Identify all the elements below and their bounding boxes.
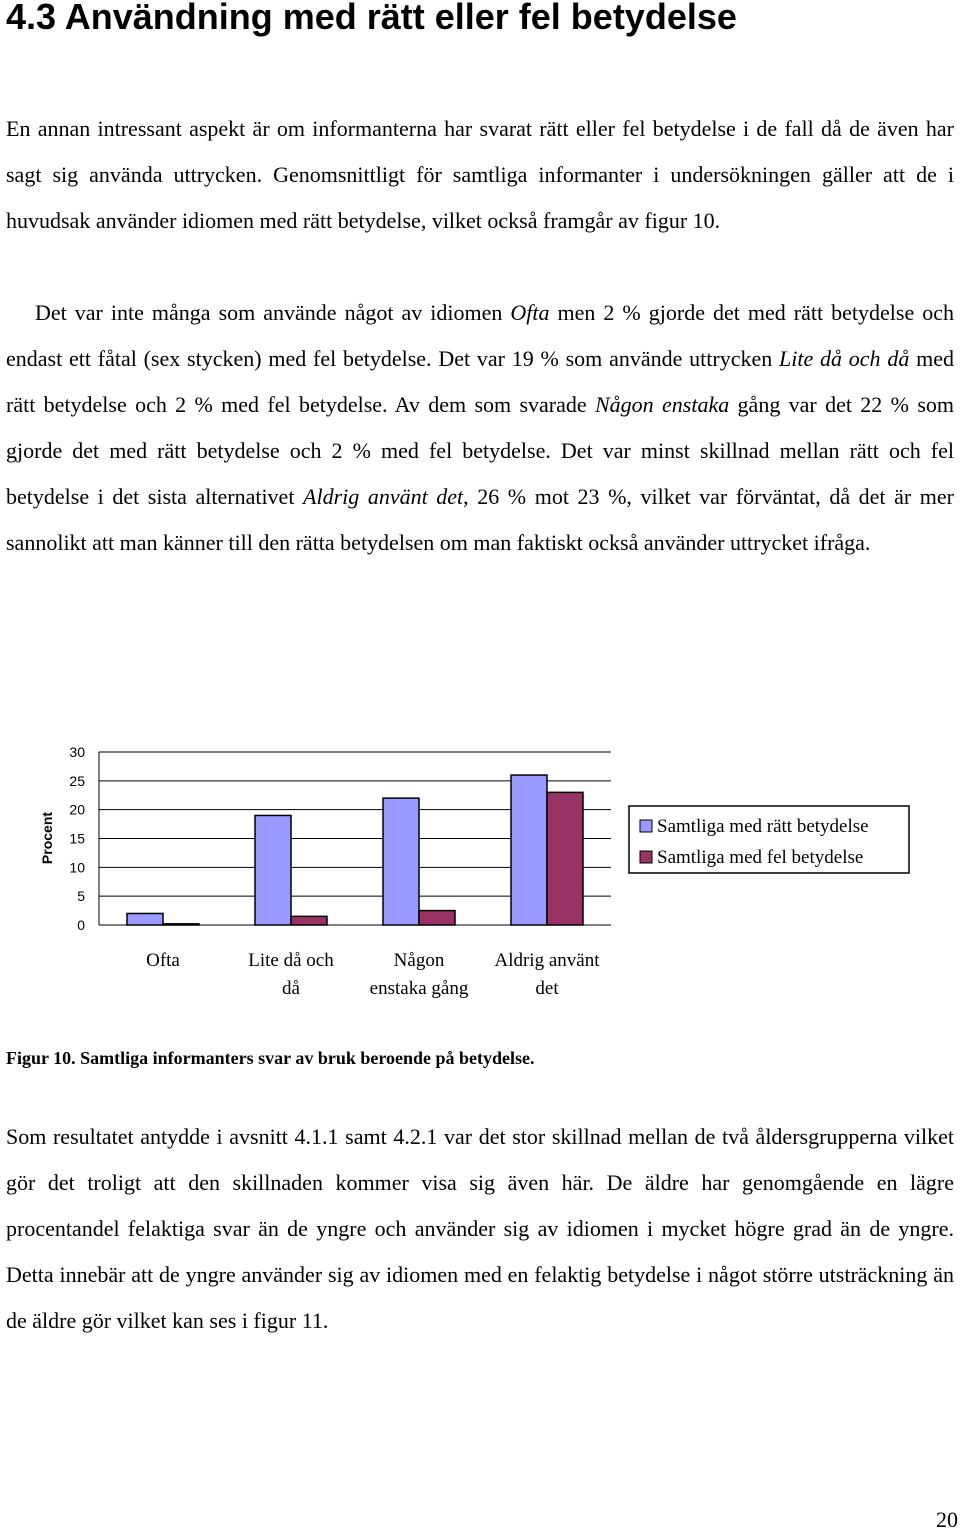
x-category-label: då [282, 978, 300, 999]
bar [383, 798, 419, 925]
idiom-term: Någon enstaka [595, 392, 730, 417]
paragraph-conclusion: Som resultatet antydde i avsnitt 4.1.1 samt 4.2.1 var det stor skillnad mellan de två åldersgrupperna vilket gör det troligt att den skillnaden kommer visa sig även här. De äldre har genomgående en lägre procentandel felaktiga svar än de yngre och använder sig av idiomen i mycket högre grad än de yngre. Detta innebär att de yngre använder sig av idiomen med en felaktig betydelse i något större utsträckning än de äldre gör vilket kan ses i figur 11. [6, 1124, 954, 1333]
x-category-label: Någon [393, 950, 445, 971]
x-category-label: Ofta [146, 950, 180, 971]
figure-10-bar-chart [0, 730, 960, 1020]
legend-label: Samtliga med fel betydelse [657, 847, 864, 868]
y-tick-label: 10 [69, 859, 85, 876]
y-tick-label: 20 [69, 801, 85, 818]
x-category-label: Lite då och [248, 950, 334, 971]
figure-caption: Figur 10. Samtliga informanters svar av bruk beroende på betydelse. [6, 1048, 535, 1068]
y-tick-label: 30 [69, 744, 85, 760]
bar [163, 924, 199, 925]
x-category-label: det [535, 978, 559, 999]
bar [255, 815, 291, 925]
y-axis-label: Procent [39, 811, 55, 865]
text-run: , 26 % mot 23 %, vilket var förväntat, då det är mer sannolikt att man känner till den rätta betydelsen om man faktiskt också använder uttrycket ifråga. [6, 484, 954, 555]
y-tick-label: 5 [77, 888, 85, 905]
bar [511, 775, 547, 925]
section-heading: 4.3 Användning med rätt eller fel betydelse [6, 0, 737, 37]
bar [291, 916, 327, 925]
y-tick-label: 0 [77, 917, 85, 933]
x-category-label: enstaka gång [369, 978, 469, 999]
y-tick-label: 25 [69, 772, 85, 789]
y-tick-label: 15 [69, 830, 85, 847]
legend-swatch [640, 820, 652, 832]
idiom-term: Ofta [510, 300, 550, 325]
idiom-term: Lite då och då [779, 346, 910, 371]
legend-label: Samtliga med rätt betydelse [657, 816, 869, 837]
paragraph-results [6, 290, 954, 566]
text-run: gång var det 22 % som gjorde det med rätt betydelse och 2 % med fel betydelse. Det var minst skillnad mellan rätt och fel betydelse i det sista alternativet [6, 392, 954, 509]
legend-swatch [640, 851, 652, 863]
text-run: men 2 % gjorde det med rätt betydelse och endast ett fåtal (sex stycken) med fel betydelse. Det var 19 % som använde uttrycken [6, 300, 954, 371]
text-run: Det var inte många som använde något av idiomen [35, 300, 511, 325]
idiom-term: Aldrig använt det [303, 484, 464, 509]
bar [547, 792, 583, 925]
x-category-label: Aldrig använt [494, 950, 600, 971]
paragraph-intro: En annan intressant aspekt är om informanterna har svarat rätt eller fel betydelse i de fall då de även har sagt sig använda uttrycken. Genomsnittligt för samtliga informanter i undersökningen gäller att de i huvudsak använder idiomen med rätt betydelse, vilket också framgår av figur 10. [6, 116, 954, 233]
bar [419, 911, 455, 925]
text-run: med rätt betydelse och 2 % med fel betydelse. Av dem som svarade [6, 346, 954, 417]
bar [127, 913, 163, 925]
page-number: 20 [936, 1507, 958, 1532]
